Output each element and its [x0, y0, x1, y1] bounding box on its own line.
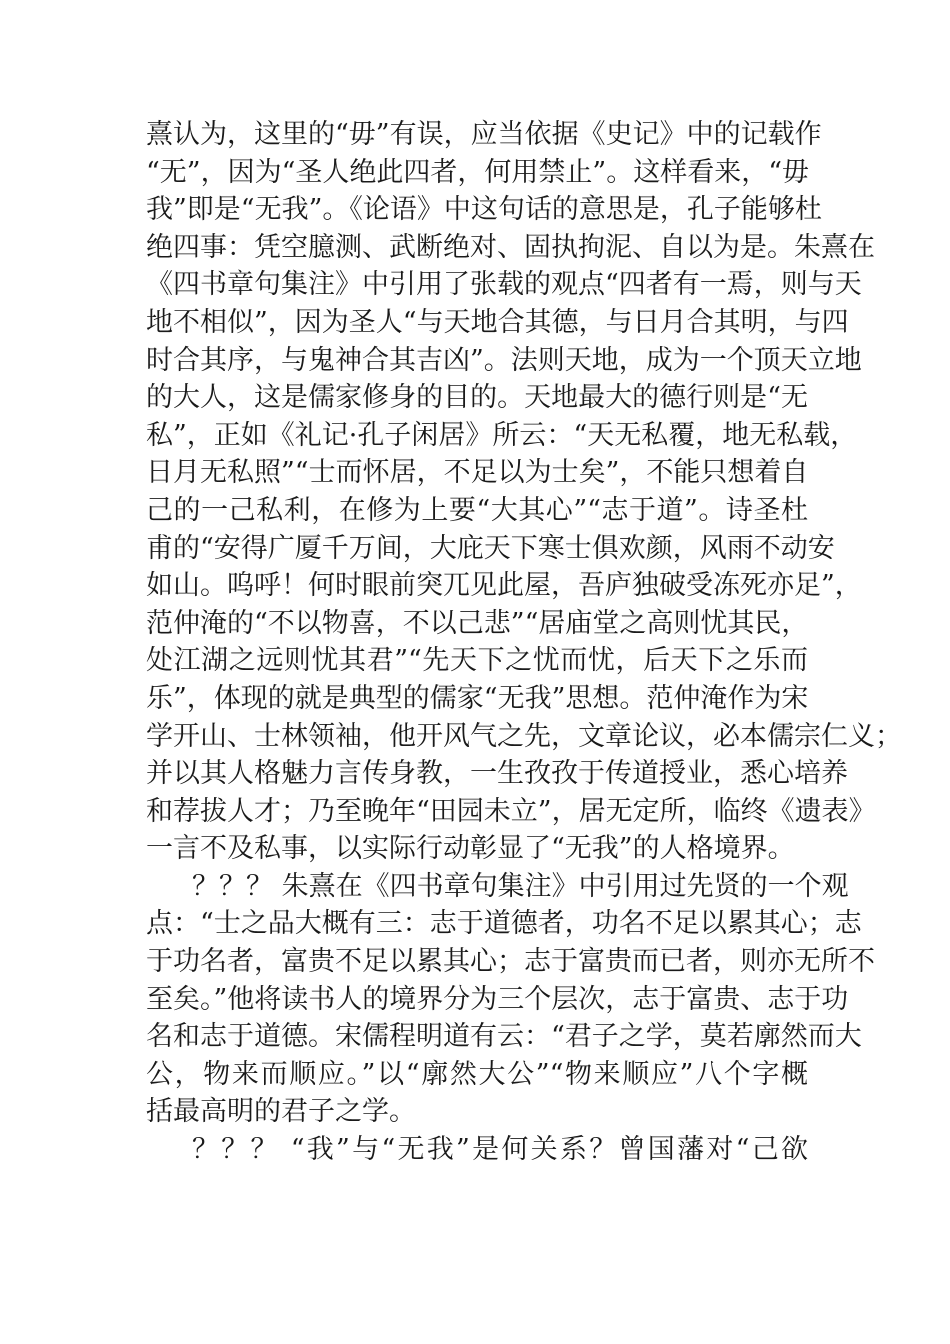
text-line: 绝四事：凭空臆测、武断绝对、固执拘泥、自以为是。朱熹在 — [146, 231, 875, 263]
text-line: 《四书章句集注》中引用了张载的观点“四者有一焉，则与天 — [146, 269, 862, 301]
text-line: “无”，因为“圣人绝此四者，何用禁止”。这样看来，“毋 — [146, 156, 810, 188]
paragraph — [146, 1131, 808, 1169]
paragraph — [146, 868, 875, 1131]
text-line: 私”，正如《礼记·孔子闲居》所云：“天无私覆，地无私载， — [146, 419, 858, 451]
text-line: 地不相似”，因为圣人“与天地合其德，与日月合其明，与四 — [146, 306, 849, 338]
text-line: 范仲淹的“不以物喜，不以己悲”“居庙堂之高则忧其民， — [146, 607, 809, 639]
paragraph — [146, 116, 902, 868]
text-line: 和荐拔人才；乃至晚年“田园未立”，居无定所，临终《遗表》 — [146, 795, 876, 827]
text-line: 一言不及私事，以实际行动彰显了“无我”的人格境界。 — [146, 833, 795, 865]
body-text — [146, 116, 902, 1169]
text-line: 公，物来而顺应。”以“廓然大公”“物来顺应”八个字概 — [146, 1058, 808, 1090]
text-line: 己的一己私利，在修为上要“大其心”“志于道”。诗圣杜 — [146, 494, 808, 526]
text-line: 的大人，这是儒家修身的目的。天地最大的德行则是“无 — [146, 382, 808, 414]
text-line: 日月无私照”“士而怀居，不足以为士矣”，不能只想着自 — [146, 457, 809, 489]
text-line: 于功名者，富贵不足以累其心；志于富贵而已者，则亦无所不 — [146, 946, 875, 978]
text-line: 乐”，体现的就是典型的儒家“无我”思想。范仲淹作为宋 — [146, 682, 809, 714]
text-line: 如山。呜呼！何时眼前突兀见此屋，吾庐独破受冻死亦足”， — [146, 570, 862, 602]
text-line: 我”即是“无我”。《论语》中这句话的意思是，孔子能够杜 — [146, 194, 822, 226]
text-line: 名和志于道德。宋儒程明道有云：“君子之学，莫若廓然而大 — [146, 1021, 862, 1053]
text-line: 并以其人格魅力言传身教，一生孜孜于传道授业，悉心培养 — [146, 758, 848, 790]
text-line: 括最高明的君子之学。 — [146, 1096, 416, 1128]
text-line: ？？？ “我”与“无我”是何关系？曾国藩对“己欲 — [192, 1134, 808, 1166]
text-line: 处江湖之远则忧其君”“先天下之忧而忧，后天下之乐而 — [146, 645, 808, 677]
text-line: 点：“士之品大概有三：志于道德者，功名不足以累其心；志 — [146, 908, 862, 940]
text-line: 至矣。”他将读书人的境界分为三个层次，志于富贵、志于功 — [146, 983, 849, 1015]
text-line: 学开山、士林领袖，他开风气之先，文章论议，必本儒宗仁义； — [146, 720, 902, 752]
text-line: 甫的“安得广厦千万间，大庇天下寒士俱欢颜，风雨不动安 — [146, 532, 835, 564]
text-line: ？？？ 朱熹在《四书章句集注》中引用过先贤的一个观 — [192, 870, 849, 902]
text-line: 熹认为，这里的“毋”有误，应当依据《史记》中的记载作 — [146, 119, 822, 150]
text-line: 时合其序，与鬼神合其吉凶”。法则天地，成为一个顶天立地 — [146, 344, 862, 376]
